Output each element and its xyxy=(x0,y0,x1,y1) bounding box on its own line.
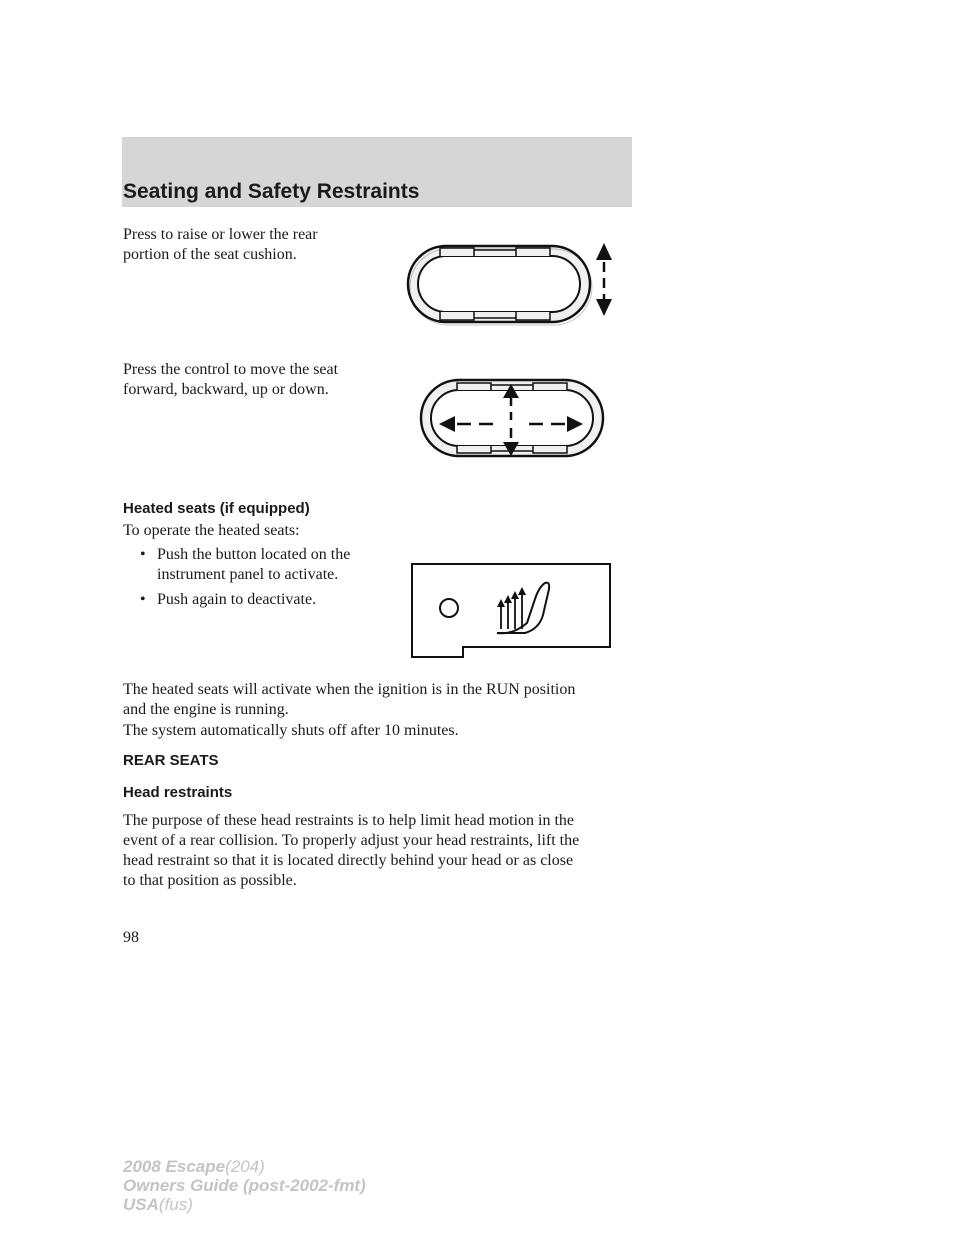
seat-power-control-icon xyxy=(417,376,612,462)
footer-model: 2008 Escape xyxy=(123,1157,226,1176)
bullet1-line1: Push the button located on the xyxy=(157,546,351,563)
rear-para-line1: The purpose of these head restraints is to help limit head motion in the xyxy=(123,812,575,829)
cushion-text-line1: Press to raise or lower the rear xyxy=(123,226,318,243)
bullet2-text: Push again to deactivate. xyxy=(157,591,317,608)
page-number: 98 xyxy=(123,929,139,946)
heated-para1-line2: and the engine is running. xyxy=(123,701,289,718)
footer-guide: Owners Guide (post-2002-fmt) xyxy=(123,1176,366,1195)
rear-seats-heading: REAR SEATS xyxy=(123,752,219,769)
heated-seat-button-icon xyxy=(411,563,612,659)
rear-para-line4: to that position as possible. xyxy=(123,872,297,889)
seat-move-text-line2: forward, backward, up or down. xyxy=(123,381,329,398)
footer-model-code: (204) xyxy=(225,1157,265,1176)
bullet1-line2: instrument panel to activate. xyxy=(157,566,339,583)
heated-seats-heading: Heated seats (if equipped) xyxy=(123,500,310,517)
footer-market: USA xyxy=(123,1195,159,1214)
heated-para1-line1: The heated seats will activate when the ignition is in the RUN position xyxy=(123,681,576,698)
seat-cushion-tilt-control-icon xyxy=(400,238,625,328)
bullet-1: • xyxy=(140,546,146,563)
section-title: Seating and Safety Restraints xyxy=(123,180,420,203)
heated-intro: To operate the heated seats: xyxy=(123,522,300,539)
footer xyxy=(123,1157,366,1214)
heated-para2: The system automatically shuts off after 10 minutes. xyxy=(123,722,459,739)
seat-move-text-line1: Press the control to move the seat xyxy=(123,361,339,378)
bullet-2: • xyxy=(140,591,146,608)
cushion-text-line2: portion of the seat cushion. xyxy=(123,246,297,263)
footer-market-code: (fus) xyxy=(158,1195,193,1214)
rear-para-line2: event of a rear collision. To properly adjust your head restraints, lift the xyxy=(123,832,580,849)
head-restraints-heading: Head restraints xyxy=(123,784,233,801)
rear-para-line3: head restraint so that it is located directly behind your head or as close xyxy=(123,852,574,869)
